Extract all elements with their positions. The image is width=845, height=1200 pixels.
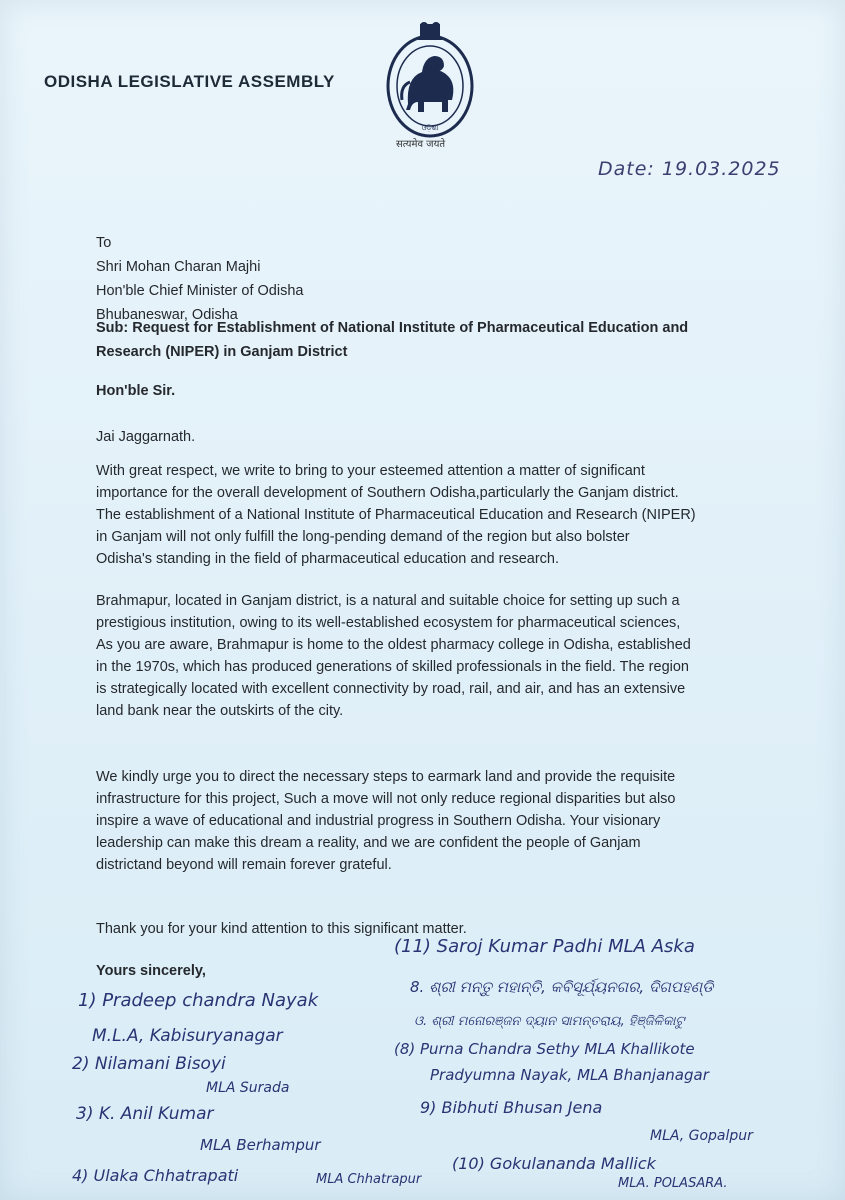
subject-line-1: Sub: Request for Establishment of National Institute of Pharmaceutical Education and (96, 320, 689, 336)
paragraph-3 (96, 766, 796, 876)
paragraph-1 (96, 460, 796, 570)
paragraph-line: in Ganjam will not only fulfill the long-pending demand of the region but also bolster (96, 529, 630, 545)
signature-2-post: MLA Surada (206, 1080, 290, 1096)
signature-10-post: MLA. POLASARA. (618, 1176, 728, 1191)
paragraph-line: The establishment of a National Institute of Pharmaceutical Education and Research (NIPER) (96, 507, 696, 523)
signature-11: (11) Saroj Kumar Padhi MLA Aska (394, 936, 695, 957)
paragraph-line: With great respect, we write to bring to your esteemed attention a matter of significant (96, 463, 645, 479)
signature-2-name: 2) Nilamani Bisoyi (72, 1054, 226, 1074)
paragraph-line: land bank near the outskirts of the city. (96, 703, 344, 719)
thanks-line: Thank you for your kind attention to this significant matter. (96, 921, 467, 937)
paragraph-line: importance for the overall development of Southern Odisha,particularly the Ganjam district. (96, 485, 679, 501)
addressee-designation: Hon'ble Chief Minister of Odisha (96, 283, 304, 299)
paragraph-2 (96, 590, 796, 722)
addressee-to: To (96, 235, 112, 251)
signature-3-name: 3) K. Anil Kumar (76, 1104, 214, 1124)
odisha-assembly-emblem-icon (382, 20, 478, 146)
addressee-block (96, 232, 796, 328)
paragraph-line: As you are aware, Brahmapur is home to the oldest pharmacy college in Odisha, established (96, 637, 691, 653)
paragraph-line: is strategically located with excellent connectivity by road, rail, and air, and has an extensive (96, 681, 686, 697)
paragraph-line: We kindly urge you to direct the necessary steps to earmark land and provide the requisite (96, 769, 676, 785)
signature-3-post: MLA Berhampur (200, 1136, 321, 1154)
letterhead-title: ODISHA LEGISLATIVE ASSEMBLY (44, 72, 335, 91)
paragraph-line: districtand beyond will remain forever grateful. (96, 857, 392, 873)
greeting: Jai Jaggarnath. (96, 429, 196, 445)
paragraph-line: prestigious institution, owing to its well-established ecosystem for pharmaceutical sciences, (96, 615, 681, 631)
letter-date: Date: 19.03.2025 (598, 158, 781, 180)
signature-1-name: 1) Pradeep chandra Nayak (78, 990, 319, 1011)
subject-line-2: Research (NIPER) in Ganjam District (96, 344, 348, 360)
signature-8d: Pradyumna Nayak, MLA Bhanjanagar (430, 1066, 709, 1084)
signature-8b: ଓ. ଶ୍ରୀ ମନୋରଞ୍ଜନ ଦ୍ୟାନ ସାମନ୍ତରାୟ, ହିଞ୍ଜିଳିକାଟୁ (414, 1014, 685, 1029)
closing-line: Yours sincerely, (96, 963, 206, 979)
paragraph-line: Odisha's standing in the field of pharmaceutical education and research. (96, 551, 560, 567)
paragraph-line: in the 1970s, which has produced generations of skilled professionals in the field. The region (96, 659, 689, 675)
signature-4-post: MLA Chhatrapur (316, 1172, 422, 1187)
emblem-motto: सत्यमेव जयते (396, 139, 446, 150)
signature-10: (10) Gokulananda Mallick (452, 1154, 656, 1173)
paragraph-line: leadership can make this dream a reality, and we are confident the people of Ganjam (96, 835, 641, 851)
addressee-name: Shri Mohan Charan Majhi (96, 259, 261, 275)
signature-8c: (8) Purna Chandra Sethy MLA Khallikote (394, 1040, 695, 1058)
salutation: Hon'ble Sir. (96, 383, 176, 399)
addressee-place: Bhubaneswar, Odisha (96, 307, 238, 323)
svg-text:ଓଡ଼ିଶା: ଓଡ଼ିଶା (421, 124, 439, 132)
signature-8a: 8. ଶ୍ରୀ ମନ୍ତୁ ମହାନ୍ତି, କବିସୂର୍ଯ୍ୟନଗର, ଦିଗପହଣ୍ଡି (410, 978, 714, 996)
signature-9: 9) Bibhuti Bhusan Jena (420, 1098, 603, 1117)
signature-1-post: M.L.A, Kabisuryanagar (92, 1026, 283, 1046)
paragraph-line: infrastructure for this project, Such a move will not only reduce regional disparities but also (96, 791, 676, 807)
paragraph-line: Brahmapur, located in Ganjam district, is a natural and suitable choice for setting up such a (96, 593, 680, 609)
signature-9-post: MLA, Gopalpur (650, 1128, 753, 1144)
signature-4-name: 4) Ulaka Chhatrapati (72, 1166, 239, 1185)
subject-line (96, 316, 796, 364)
paragraph-line: inspire a wave of educational and industrial progress in Southern Odisha. Your visionary (96, 813, 661, 829)
